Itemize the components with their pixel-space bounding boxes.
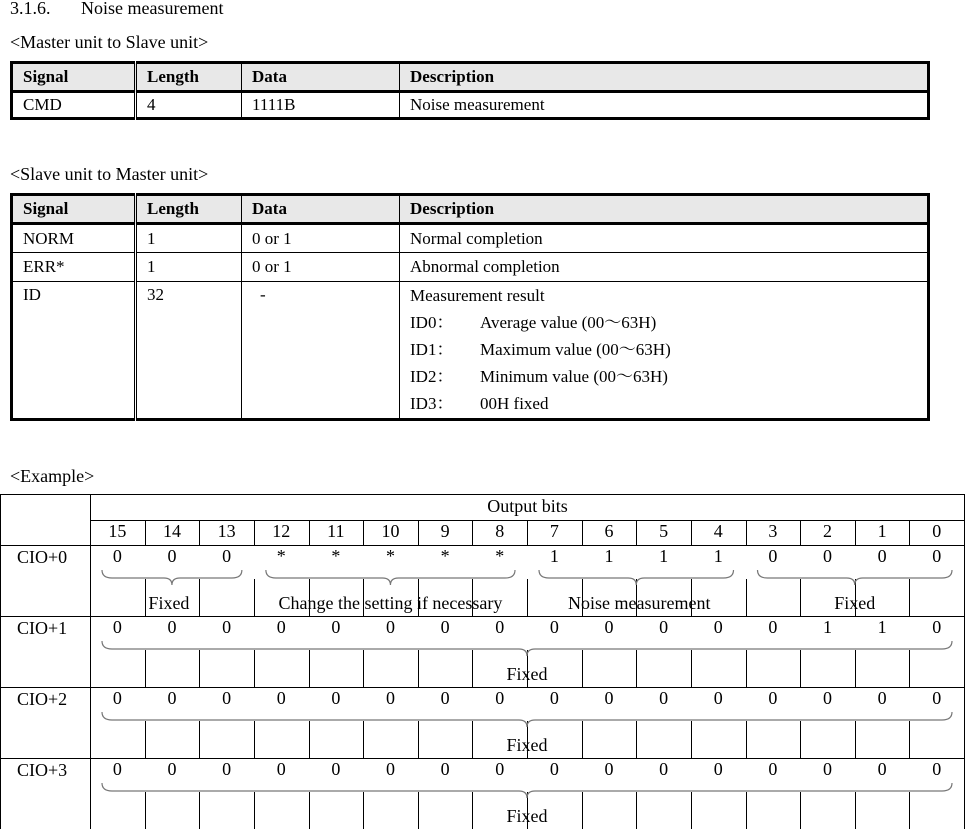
bit-value: 0: [167, 688, 177, 708]
bit-value: 0: [385, 688, 395, 708]
description-title: Measurement result: [410, 286, 545, 305]
section-number: 3.1.6.: [10, 0, 51, 18]
detail-key: ID0：: [410, 313, 454, 332]
detail-value: Maximum value (00～63H): [480, 340, 671, 359]
bit-value: 0: [877, 759, 887, 779]
bit-value: 0: [112, 546, 122, 566]
table-row: [12, 224, 929, 253]
detail-value: Average value (00～63H): [480, 313, 657, 332]
bit-number: 2: [822, 521, 832, 541]
bit-value: 0: [932, 617, 942, 637]
cell-signal: NORM: [12, 224, 136, 253]
example-bit-table: [0, 494, 965, 832]
bit-value: 0: [768, 617, 778, 637]
detail-key: ID1：: [410, 340, 454, 359]
bit-value: 0: [167, 759, 177, 779]
bit-value: *: [276, 546, 286, 566]
cell-signal: CMD: [12, 92, 136, 119]
bit-value: 0: [822, 688, 832, 708]
bit-number: 1: [877, 521, 887, 541]
bit-number: 14: [162, 521, 181, 541]
bit-value: 0: [713, 759, 723, 779]
section-title: Noise measurement: [81, 0, 224, 18]
detail-value: 00H fixed: [480, 394, 549, 413]
cell-description: Normal completion: [400, 224, 929, 253]
bit-number: 10: [381, 521, 400, 541]
row-label: CIO+1: [17, 618, 68, 638]
bit-value: 0: [713, 617, 723, 637]
bit-value: 0: [713, 688, 723, 708]
bit-value: 0: [659, 688, 669, 708]
detail-key: ID3：: [410, 394, 454, 413]
bit-value: 0: [822, 546, 832, 566]
bit-number: 7: [549, 521, 559, 541]
bit-value: *: [495, 546, 505, 566]
bit-value: 1: [713, 546, 723, 566]
bit-number: 6: [604, 521, 614, 541]
bit-value: *: [331, 546, 341, 566]
cell-data: 1111B: [242, 92, 400, 119]
cell-description: Noise measurement: [400, 92, 929, 119]
bit-value: 0: [276, 688, 286, 708]
group-brace: [266, 570, 515, 585]
cell-data: 0 or 1: [242, 253, 400, 282]
bit-value: 0: [604, 617, 614, 637]
bit-number: 11: [327, 521, 345, 541]
bit-value: 0: [768, 759, 778, 779]
group-brace: [102, 641, 952, 656]
bit-number: 5: [659, 521, 669, 541]
brace-layer: [0, 494, 965, 829]
output-bits-header: Output bits: [487, 496, 568, 516]
group-label: Noise measurement: [568, 593, 711, 613]
bit-number: 12: [272, 521, 291, 541]
bit-value: 0: [768, 546, 778, 566]
cell-description: Abnormal completion: [400, 253, 929, 282]
row-label: CIO+2: [17, 689, 68, 709]
bit-value: 0: [222, 688, 232, 708]
bit-value: 0: [222, 617, 232, 637]
bit-value: 1: [877, 617, 887, 637]
detail-line: [410, 363, 917, 390]
bit-value: 0: [932, 688, 942, 708]
group-brace: [102, 570, 242, 585]
master-to-slave-caption: <Master unit to Slave unit>: [10, 32, 209, 52]
header-description: Description: [400, 195, 929, 224]
bit-value: 0: [877, 688, 887, 708]
group-label: Fixed: [148, 593, 190, 613]
table-row: [12, 282, 929, 420]
bit-value: 1: [822, 617, 832, 637]
group-brace: [539, 570, 734, 585]
bit-value: 0: [549, 759, 559, 779]
master-to-slave-table: [10, 61, 930, 120]
detail-line: [410, 336, 917, 363]
header-data: Data: [242, 195, 400, 224]
group-brace: [758, 570, 953, 585]
cell-data: [242, 282, 400, 420]
bit-number: 4: [713, 521, 723, 541]
bit-number: 13: [217, 521, 236, 541]
bit-value: 0: [549, 688, 559, 708]
cell-signal: ERR*: [12, 253, 136, 282]
cell-length: 32: [136, 282, 242, 420]
bit-value: 0: [112, 617, 122, 637]
bit-value: 0: [495, 688, 505, 708]
bit-value: 1: [604, 546, 614, 566]
header-signal: Signal: [12, 195, 136, 224]
bit-value: 0: [768, 688, 778, 708]
bit-value: 0: [659, 759, 669, 779]
bit-value: 0: [222, 759, 232, 779]
detail-line: [410, 309, 917, 336]
header-data: Data: [242, 63, 400, 92]
row-label: CIO+3: [17, 760, 68, 780]
bit-value: 0: [822, 759, 832, 779]
header-description: Description: [400, 63, 929, 92]
cell-signal: ID: [12, 282, 136, 420]
cell-length: 4: [136, 92, 242, 119]
group-label: Fixed: [506, 806, 548, 826]
example-caption: <Example>: [10, 466, 95, 486]
bit-value: 0: [167, 617, 177, 637]
bit-number: 3: [768, 521, 778, 541]
bit-number: 9: [440, 521, 450, 541]
group-brace: [102, 783, 952, 798]
row-label: CIO+0: [17, 547, 68, 567]
table-row: [12, 92, 929, 119]
bit-value: 0: [659, 617, 669, 637]
bit-number: 8: [495, 521, 505, 541]
cell-data: 0 or 1: [242, 224, 400, 253]
bit-value: 1: [549, 546, 559, 566]
detail-key: ID2：: [410, 367, 454, 386]
group-brace: [102, 712, 952, 727]
table-row: [12, 253, 929, 282]
bit-value: 0: [331, 688, 341, 708]
group-label: Fixed: [834, 593, 876, 613]
bit-value: 0: [495, 617, 505, 637]
bit-value: 0: [331, 617, 341, 637]
slave-to-master-table: [10, 193, 930, 421]
bit-value: 0: [112, 688, 122, 708]
table-header-row: [12, 63, 929, 92]
header-signal: Signal: [12, 63, 136, 92]
bit-value: 0: [604, 688, 614, 708]
bit-value: 0: [495, 759, 505, 779]
bit-value: 0: [331, 759, 341, 779]
detail-line: [410, 390, 917, 417]
bit-value: 0: [549, 617, 559, 637]
bit-value: 0: [932, 759, 942, 779]
bit-value: 0: [276, 759, 286, 779]
group-label: Fixed: [506, 664, 548, 684]
bit-number: 15: [108, 521, 127, 541]
header-length: Length: [136, 63, 242, 92]
bit-number: 0: [932, 521, 942, 541]
bit-value: 0: [112, 759, 122, 779]
data-dash: -: [260, 285, 266, 304]
cell-length: 1: [136, 253, 242, 282]
bit-value: 0: [604, 759, 614, 779]
bit-value: 0: [440, 759, 450, 779]
bit-value: 0: [932, 546, 942, 566]
cell-description: [400, 282, 929, 420]
bit-value: 0: [167, 546, 177, 566]
bit-value: 0: [276, 617, 286, 637]
bit-value: 0: [440, 617, 450, 637]
bit-value: *: [385, 546, 395, 566]
header-length: Length: [136, 195, 242, 224]
group-label: Fixed: [506, 735, 548, 755]
cell-length: 1: [136, 224, 242, 253]
bit-value: 0: [440, 688, 450, 708]
bit-value: 1: [659, 546, 669, 566]
bit-value: 0: [385, 759, 395, 779]
bit-value: 0: [877, 546, 887, 566]
slave-to-master-caption: <Slave unit to Master unit>: [10, 164, 209, 184]
detail-value: Minimum value (00～63H): [480, 367, 668, 386]
bit-value: 0: [222, 546, 232, 566]
bit-value: *: [440, 546, 450, 566]
bit-value: 0: [385, 617, 395, 637]
group-label: Change the setting if necessary: [278, 593, 503, 613]
table-header-row: [12, 195, 929, 224]
